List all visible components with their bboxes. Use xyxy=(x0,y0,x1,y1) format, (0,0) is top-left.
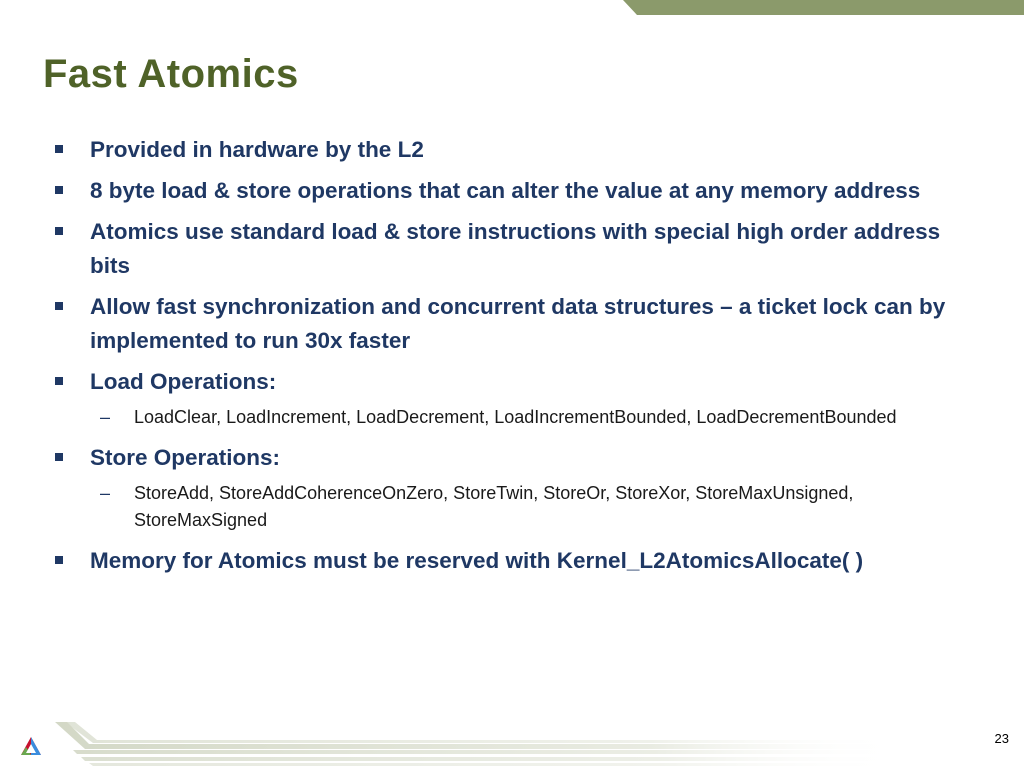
sub-bullet-item xyxy=(100,404,972,431)
sub-bullet-item xyxy=(100,480,972,534)
bullet-text: 8 byte load & store operations that can alter the value at any memory address xyxy=(90,178,921,203)
square-bullet-icon xyxy=(52,544,90,578)
bullet-text: Load Operations: xyxy=(90,369,277,394)
bullet-item xyxy=(52,215,972,283)
square-bullet-icon xyxy=(52,290,90,324)
bullet-item xyxy=(52,365,972,399)
bullet-text: Store Operations: xyxy=(90,445,281,470)
square-bullet-icon xyxy=(52,174,90,208)
bullet-list xyxy=(52,133,972,585)
page-number: 23 xyxy=(994,731,1009,746)
square-bullet-icon xyxy=(52,215,90,249)
slide-title: Fast Atomics xyxy=(43,52,299,96)
bullet-text: Atomics use standard load & store instructions with special high order address bits xyxy=(90,219,941,278)
argonne-logo-icon xyxy=(20,736,42,758)
bullet-item xyxy=(52,544,972,578)
bullet-item xyxy=(52,290,972,358)
bullet-item xyxy=(52,174,972,208)
footer-stripes-decoration xyxy=(45,710,905,768)
dash-icon: – xyxy=(100,407,111,427)
square-bullet-icon xyxy=(52,441,90,475)
bullet-item xyxy=(52,133,972,167)
top-accent-bar xyxy=(623,0,1024,15)
bullet-text: Provided in hardware by the L2 xyxy=(90,137,424,162)
bullet-text: Memory for Atomics must be reserved with Kernel_L2AtomicsAllocate( ) xyxy=(90,548,864,573)
bullet-item xyxy=(52,441,972,475)
bullet-text: Allow fast synchronization and concurrent data structures – a ticket lock can by implemented to run 30x faster xyxy=(90,294,946,353)
square-bullet-icon xyxy=(52,133,90,167)
sub-bullet-text: LoadClear, LoadIncrement, LoadDecrement, LoadIncrementBounded, LoadDecrementBounded xyxy=(134,407,897,427)
dash-icon: – xyxy=(100,483,111,503)
sub-bullet-text: StoreAdd, StoreAddCoherenceOnZero, StoreTwin, StoreOr, StoreXor, StoreMaxUnsigned, StoreMaxSigned xyxy=(134,483,854,530)
square-bullet-icon xyxy=(52,365,90,399)
